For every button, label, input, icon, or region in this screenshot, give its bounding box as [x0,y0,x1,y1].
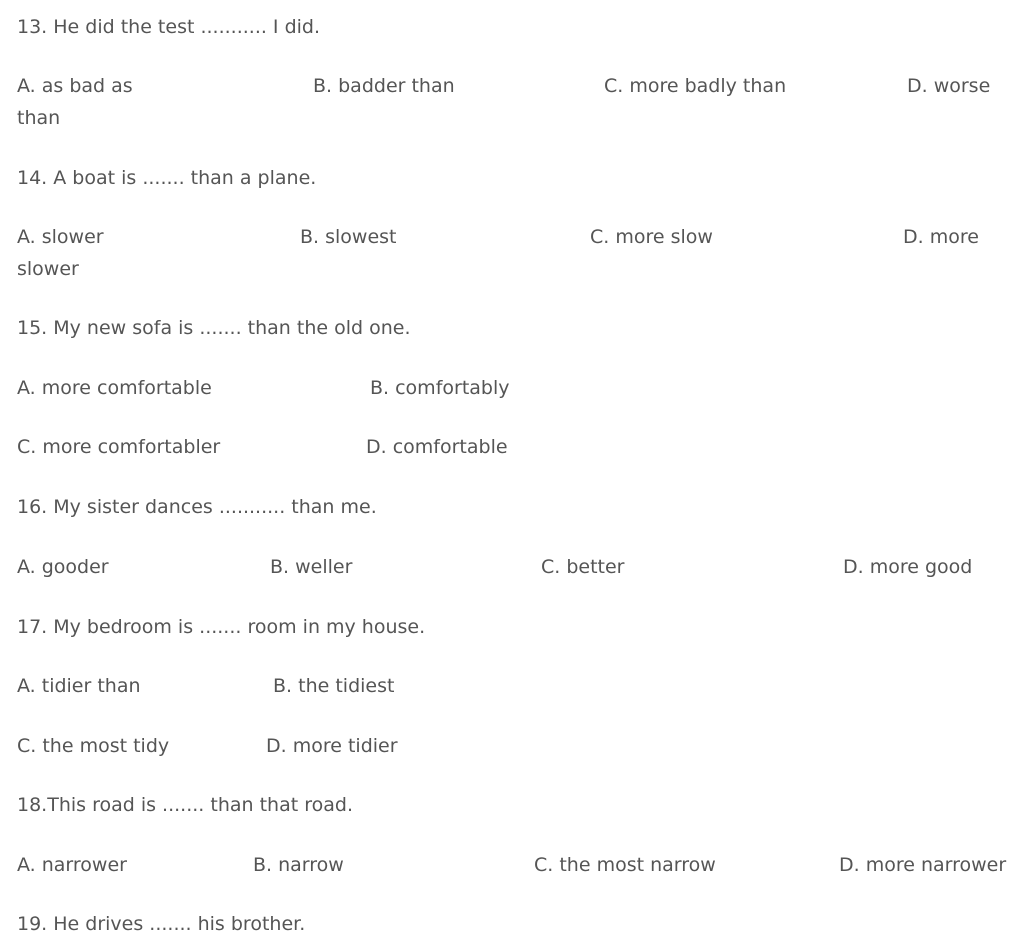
q17-option-b: B. the tidiest [273,675,395,697]
question-17-stem: 17. My bedroom is ....... room in my house. [17,616,426,638]
q14-option-d-wrap: slower [17,258,79,280]
q15-option-a: A. more comfortable [17,377,212,399]
q16-option-d: D. more good [843,556,973,578]
q15-option-c: C. more comfortabler [17,436,221,458]
q18-option-c: C. the most narrow [534,854,716,876]
question-16-stem: 16. My sister dances ........... than me. [17,496,377,518]
q16-option-c: C. better [541,556,625,578]
q15-option-b: B. comfortably [370,377,510,399]
q13-option-d: D. worse [907,75,991,97]
q16-option-b: B. weller [270,556,353,578]
q13-option-a: A. as bad as [17,75,133,97]
q14-option-c: C. more slow [590,226,713,248]
question-19-stem: 19. He drives ....... his brother. [17,913,306,935]
question-18-stem: 18.This road is ....... than that road. [17,794,353,816]
q17-option-a: A. tidier than [17,675,141,697]
question-15-stem: 15. My new sofa is ....... than the old one. [17,317,411,339]
q16-option-a: A. gooder [17,556,109,578]
q18-option-b: B. narrow [253,854,344,876]
q14-option-a: A. slower [17,226,104,248]
question-13-stem: 13. He did the test ........... I did. [17,16,321,38]
q18-option-a: A. narrower [17,854,127,876]
q14-option-b: B. slowest [300,226,397,248]
q13-option-d-wrap: than [17,107,61,129]
q17-option-c: C. the most tidy [17,735,170,757]
q14-option-d: D. more [903,226,979,248]
question-14-stem: 14. A boat is ....... than a plane. [17,167,317,189]
q13-option-c: C. more badly than [604,75,787,97]
q18-option-d: D. more narrower [839,854,1007,876]
q15-option-d: D. comfortable [366,436,508,458]
q13-option-b: B. badder than [313,75,455,97]
q17-option-d: D. more tidier [266,735,398,757]
